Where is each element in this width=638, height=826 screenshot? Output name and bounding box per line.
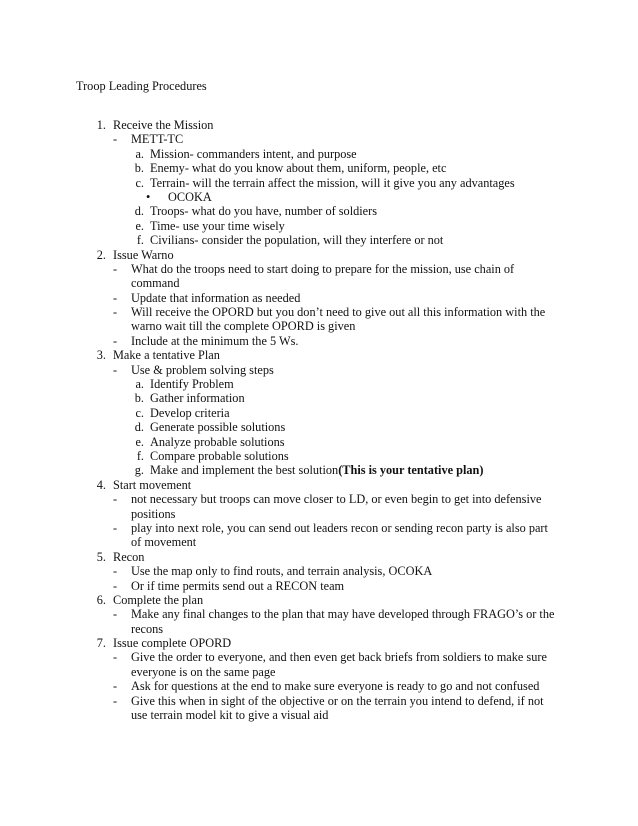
list-item-label: Recon [113, 549, 145, 564]
list-item [0, 291, 638, 305]
list-item [0, 161, 638, 175]
list-item-label: Time- use your time wisely [150, 218, 285, 233]
list-item [0, 593, 638, 607]
list-item-label: not necessary but troops can move closer to LD, or even begin to get into defensive [131, 492, 542, 507]
list-item-text [131, 507, 175, 521]
document-title: Troop Leading Procedures [76, 79, 207, 93]
list-marker: g. [134, 463, 144, 478]
list-item-text [131, 363, 274, 377]
list-item-text [131, 694, 544, 708]
list-marker: c. [135, 405, 144, 420]
list-item [0, 147, 638, 161]
list-marker: b. [134, 391, 144, 406]
list-item-text [131, 650, 547, 664]
list-item [0, 363, 638, 377]
list-item [0, 463, 638, 477]
list-item-text [150, 391, 245, 405]
list-item [0, 406, 638, 420]
list-item-label: of movement [131, 535, 197, 550]
list-item-label: Complete the plan [113, 592, 204, 607]
list-item-label: Make a tentative Plan [113, 348, 220, 363]
list-item [0, 435, 638, 449]
list-item-text [150, 377, 234, 391]
list-item-label: Update that information as needed [131, 290, 301, 305]
list-marker: - [113, 564, 118, 579]
list-item [0, 348, 638, 362]
list-item-text [150, 176, 515, 190]
list-marker: - [113, 261, 118, 276]
list-marker: - [113, 520, 118, 535]
list-item-text [131, 708, 328, 722]
list-marker: a. [135, 377, 144, 392]
list-item-label: Compare probable solutions [150, 448, 289, 463]
list-item [0, 694, 638, 708]
list-item [0, 521, 638, 535]
list-marker: - [113, 362, 118, 377]
list-item-text [168, 190, 212, 204]
list-item-text [150, 449, 289, 463]
list-item [0, 391, 638, 405]
list-item-text [113, 248, 174, 262]
list-item-label: Issue complete OPORD [113, 636, 232, 651]
list-item-text [131, 622, 163, 636]
list-marker: - [113, 132, 118, 147]
list-item-text [150, 463, 484, 477]
list-item-text [150, 233, 443, 247]
list-item-label: What do the troops need to start doing to prepare for the mission, use chain of [131, 261, 515, 276]
list-item [0, 262, 638, 276]
list-item-label: Include at the minimum the 5 Ws. [131, 333, 299, 348]
list-item-label: Terrain- will the terrain affect the mission, will it give you any advantages [150, 175, 515, 190]
list-item [0, 248, 638, 262]
list-item [0, 449, 638, 463]
list-marker: 4. [96, 477, 106, 492]
list-item-label: everyone is on the same page [131, 664, 276, 679]
list-item [0, 334, 638, 348]
list-item [0, 118, 638, 132]
list-item-text [131, 319, 355, 333]
list-item [0, 219, 638, 233]
list-item-label: Gather information [150, 391, 245, 406]
list-item-label: Issue Warno [113, 247, 174, 262]
list-marker: a. [135, 146, 144, 161]
list-item [0, 492, 638, 506]
list-marker: 5. [96, 549, 106, 564]
list-marker: 2. [96, 247, 106, 262]
list-item-text [131, 535, 196, 549]
list-marker: 6. [96, 592, 106, 607]
list-marker: d. [134, 420, 144, 435]
list-item-label: positions [131, 506, 176, 521]
list-item [0, 622, 638, 636]
list-item-text [150, 420, 285, 434]
list-item-text [131, 679, 539, 693]
list-item [0, 204, 638, 218]
list-item [0, 636, 638, 650]
list-marker: e. [135, 218, 144, 233]
list-marker: 1. [96, 118, 106, 132]
list-item-label: Use the map only to find routs, and terrain analysis, OCOKA [131, 564, 433, 579]
list-item-text [113, 593, 203, 607]
list-item-text [113, 348, 220, 362]
list-item [0, 420, 638, 434]
list-item-label: Use & problem solving steps [131, 362, 274, 377]
list-marker: - [113, 693, 118, 708]
list-item [0, 708, 638, 722]
list-marker: - [113, 578, 118, 593]
list-item-label: Ask for questions at the end to make sure everyone is ready to go and not confused [131, 679, 540, 694]
list-item-label: Start movement [113, 477, 192, 492]
list-item-label: play into next role, you can send out leaders recon or sending recon party is also part [131, 520, 548, 535]
list-item [0, 607, 638, 621]
list-item-text [150, 147, 357, 161]
list-item-text [150, 435, 285, 449]
list-marker: 7. [96, 636, 106, 651]
list-marker: 3. [96, 348, 106, 363]
list-item-label: OCOKA [168, 189, 212, 204]
emphasis-note: (This is your tentative plan) [338, 463, 484, 478]
list-item [0, 679, 638, 693]
list-item-text [131, 492, 541, 506]
list-item [0, 478, 638, 492]
list-item [0, 276, 638, 290]
list-item [0, 564, 638, 578]
list-item-text [131, 276, 180, 290]
list-marker: f. [136, 233, 144, 248]
list-item-text [113, 636, 231, 650]
list-item-label: Make any final changes to the plan that may have developed through FRAGO’s or the [131, 607, 555, 622]
list-item [0, 535, 638, 549]
list-item-label: Analyze probable solutions [150, 434, 285, 449]
list-item [0, 377, 638, 391]
list-item-label: command [131, 276, 180, 291]
bullet-icon: • [146, 189, 151, 204]
list-item-label: Receive the Mission [113, 118, 214, 132]
list-item-text [131, 564, 432, 578]
list-item [0, 233, 638, 247]
list-item-text [131, 579, 344, 593]
list-item-text [131, 262, 514, 276]
list-item-label: Make and implement the best solution [150, 463, 339, 478]
list-item-label: Enemy- what do you know about them, uniform, people, etc [150, 161, 447, 176]
list-item-label: Generate possible solutions [150, 420, 286, 435]
list-marker: - [113, 290, 118, 305]
list-item-text [131, 607, 554, 621]
list-marker: - [113, 492, 118, 507]
list-item [0, 190, 638, 204]
list-item-label: Will receive the OPORD but you don’t need to give out all this information with the [131, 305, 546, 320]
list-item-text [131, 521, 548, 535]
list-item [0, 579, 638, 593]
list-item-text [113, 550, 144, 564]
list-item-text [150, 406, 230, 420]
list-marker: - [113, 650, 118, 665]
list-item-label: Give this when in sight of the objective or on the terrain you intend to defend, if not [131, 693, 544, 708]
list-item [0, 665, 638, 679]
list-marker: e. [135, 434, 144, 449]
list-item [0, 176, 638, 190]
list-item-text [113, 118, 213, 132]
list-item-label: Civilians- consider the population, will they interfere or not [150, 233, 444, 248]
list-item-label: warno wait till the complete OPORD is given [131, 319, 356, 334]
list-item-label: Give the order to everyone, and then even get back briefs from soldiers to make sure [131, 650, 547, 665]
list-item-text [150, 219, 285, 233]
list-marker: f. [136, 448, 144, 463]
list-item-label: Mission- commanders intent, and purpose [150, 146, 357, 161]
list-item-label: Identify Problem [150, 377, 234, 392]
list-marker: - [113, 305, 118, 320]
list-item [0, 507, 638, 521]
list-item-label: use terrain model kit to give a visual aid [131, 708, 329, 723]
list-item-text [131, 665, 275, 679]
list-item-label: Troops- what do you have, number of soldiers [150, 204, 378, 219]
list-item-text [113, 478, 191, 492]
list-item-label: recons [131, 621, 164, 636]
list-marker: - [113, 607, 118, 622]
list-item-text [131, 334, 298, 348]
list-marker: - [113, 333, 118, 348]
list-item [0, 132, 638, 146]
procedure-list [0, 118, 638, 722]
list-marker: - [113, 679, 118, 694]
list-marker: d. [134, 204, 144, 219]
list-item [0, 550, 638, 564]
list-item [0, 319, 638, 333]
list-item [0, 305, 638, 319]
list-item-label: Develop criteria [150, 405, 230, 420]
list-item-text [131, 291, 300, 305]
list-item [0, 650, 638, 664]
list-item-text [150, 204, 377, 218]
list-marker: c. [135, 175, 144, 190]
list-item-text [131, 305, 545, 319]
list-item-text [131, 132, 183, 146]
list-item-label: METT-TC [131, 132, 184, 147]
list-item-text [150, 161, 446, 175]
list-item-label: Or if time permits send out a RECON team [131, 578, 345, 593]
list-marker: b. [134, 161, 144, 176]
